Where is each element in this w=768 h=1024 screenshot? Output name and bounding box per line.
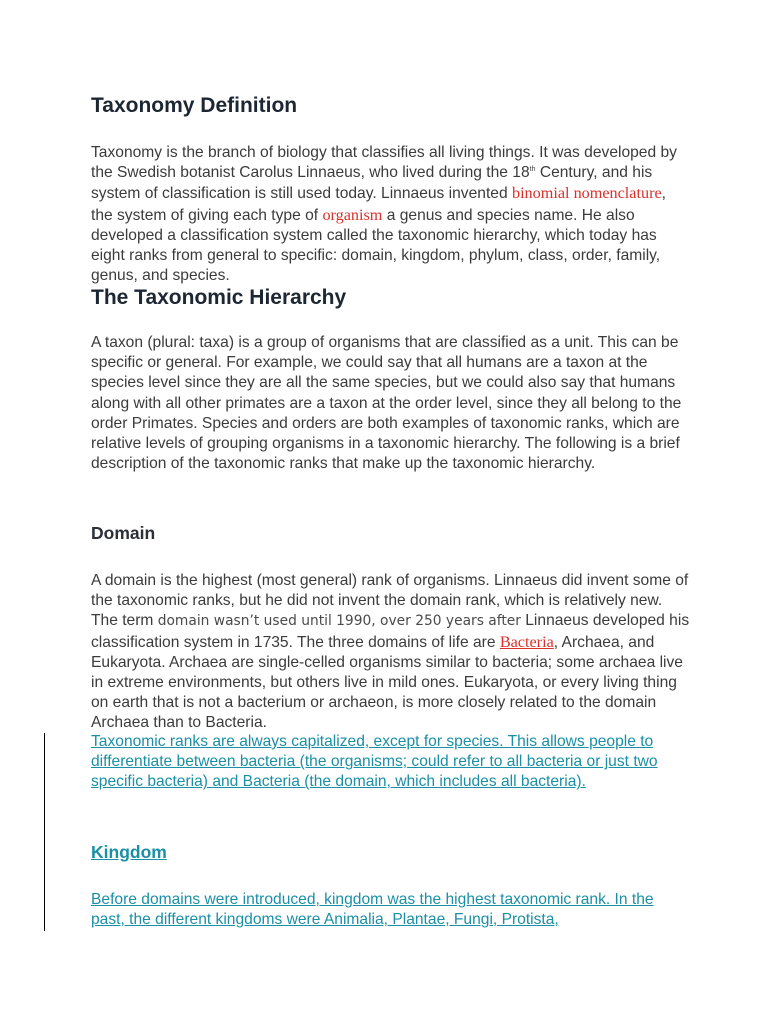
- intro-text-b: Century, and his system of classification is still used today. Linnaeus invented: [91, 164, 653, 203]
- domain-paragraph: [91, 571, 691, 734]
- page-title: Taxonomy Definition: [91, 94, 298, 117]
- kingdom-link-paragraph[interactable]: Before domains were introduced, kingdom was the highest taxonomic rank. In the past, the different kingdoms were Animalia, Plantae, Fungi, Protista,: [91, 891, 654, 929]
- intro-text-d: a genus and species name. He also developed a classification system called the taxonomic hierarchy, which today has eight ranks from general to specific: domain, kingdom, phylum, class, order, family, genus, and species.: [91, 206, 661, 285]
- intro-paragraph: [91, 143, 691, 286]
- domain-heading: Domain: [91, 523, 156, 543]
- hierarchy-heading: The Taxonomic Hierarchy: [91, 286, 347, 309]
- organism-link[interactable]: organism: [322, 205, 383, 224]
- bacteria-link[interactable]: Bacteria: [499, 632, 554, 651]
- binomial-nomenclature-link[interactable]: binomial nomenclature: [511, 184, 662, 203]
- domain-text-c: , Archaea, and Eukaryota. Archaea are single-celled organisms similar to bacteria; some archaea live in extreme environments, but others live in mild ones. Eukaryota, or every living thing on earth that is not a bacterium or archaeon, is more closely related to the domain Archaea than to Bacteria.: [91, 633, 683, 732]
- intro-text-c: , the system of giving each type of: [91, 185, 666, 224]
- kingdom-heading-link[interactable]: Kingdom: [91, 842, 167, 862]
- domain-text-a: A domain is the highest (most general) rank of organisms. Linnaeus did invent some of the taxonomic ranks, but he did not invent the domain rank, which is relatively new. The term: [91, 572, 689, 630]
- intro-text-a: Taxonomy is the branch of biology that classifies all living things. It was developed by the Swedish botanist Carolus Linnaeus, who lived during the 18: [91, 144, 677, 182]
- domain-note: domain wasn’t used until 1990, over 250 years after: [157, 613, 521, 630]
- domain-text-b: Linnaeus developed his classification system in 1735. The three domains of life are: [91, 612, 690, 651]
- capitalization-link-paragraph[interactable]: Taxonomic ranks are always capitalized, except for species. This allows people to differentiate between bacteria (the organisms; could refer to all bacteria or just two specific bacteria) and Bacteria (the domain, which includes all bacteria).: [91, 733, 658, 791]
- ordinal-suffix: th: [529, 166, 536, 174]
- margin-change-bar: [44, 733, 45, 931]
- hierarchy-paragraph: A taxon (plural: taxa) is a group of organisms that are classified as a unit. This can be specific or general. For example, we could say that all humans are a taxon at the species level since they are all the same species, but we could also say that humans along with all other primates are a taxon at the order level, since they all belong to the order Primates. Species and orders are both examples of taxonomic ranks, which are relative levels of grouping organisms in a taxonomic hierarchy. The following is a brief description of the taxonomic ranks that make up the taxonomic hierarchy.: [91, 334, 682, 473]
